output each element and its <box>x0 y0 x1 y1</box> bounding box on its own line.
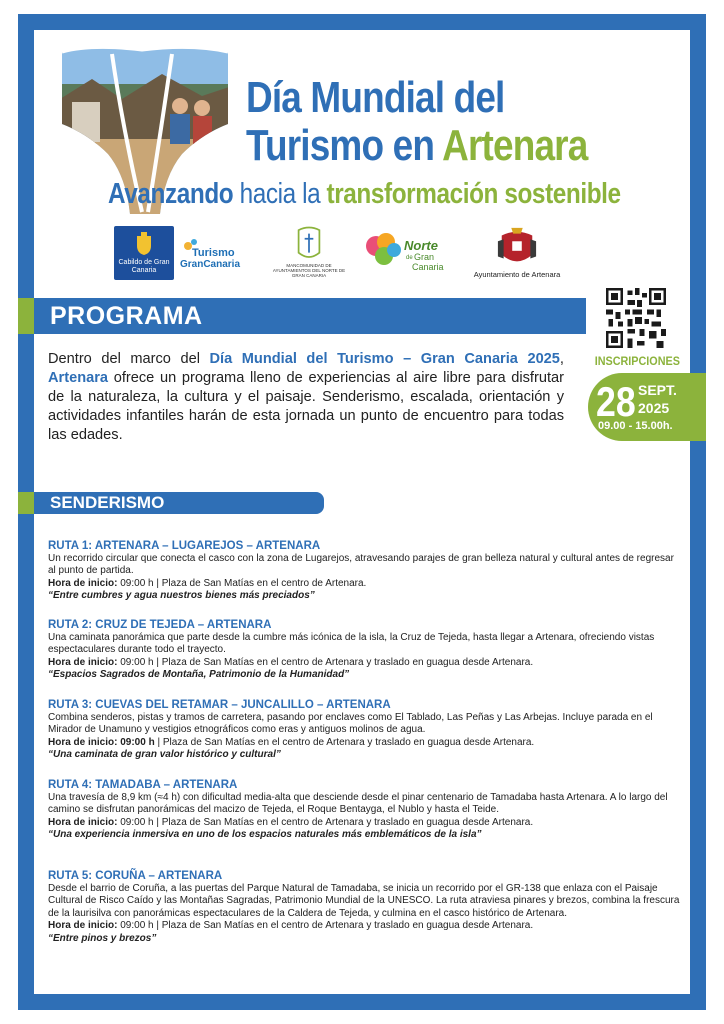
intro-event: Día Mundial del Turismo – Gran Canaria 2025 <box>209 351 560 367</box>
route-quote: “Entre cumbres y agua nuestros bienes más preciados” <box>48 590 315 602</box>
turismo-logo-a: Turismo <box>192 247 235 259</box>
programa-intro <box>48 350 564 445</box>
subtitle-b: hacia la <box>233 178 327 210</box>
route-start <box>48 657 682 669</box>
route-start <box>48 737 682 749</box>
cabildo-logo-text: Cabildo de Gran Canaria <box>118 259 170 274</box>
route-description: Desde el barrio de Coruña, a las puertas del Parque Natural de Tamadaba, se inicia un recorrido por el GR-138 que enlaza con el Paisaje Cultural de Risco Caído y las Montañas Sagradas, Patrimonio Mundial de la UNESCO. La ruta atraviesa pinares y brezos, combina la frescura de la laurisilva con panorámicas espectaculares de la Caldera de Tejeda, y culmina en el casco histórico de Artenara. <box>48 883 680 919</box>
route-start-label: Hora de inicio: <box>48 920 118 932</box>
mancomunidad-logo-text: MANCOMUNIDAD DE AYUNTAMIENTOS DEL NORTE DE GRAN CANARIA <box>272 263 346 278</box>
title-line2-b: Artenara <box>442 121 588 170</box>
norte-logo-c: Gran <box>414 252 435 262</box>
route-quote: “Una caminata de gran valor histórico y cultural” <box>48 749 281 761</box>
route-1 <box>48 539 682 603</box>
route-quote: “Entre pinos y brezos” <box>48 932 157 944</box>
route-title: RUTA 4: TAMADABA – ARTENARA <box>48 779 238 791</box>
inscripciones-label[interactable]: INSCRIPCIONES <box>594 354 680 368</box>
route-title: RUTA 5: CORUÑA – ARTENARA <box>48 870 223 882</box>
mancomunidad-emblem-icon <box>296 226 322 262</box>
route-description: Un recorrido circular que conecta el casco con la zona de Lugarejos, atravesando parajes de gran belleza natural y cultural antes de regresar al punto de partida. <box>48 553 674 577</box>
route-4 <box>48 778 682 842</box>
route-5 <box>48 869 682 945</box>
intro-5: ofrece un programa lleno de experiencias al aire libre para disfrutar de la naturaleza, la cultura y el paisaje. Senderismo, escalada, orientación y actividades infantiles harán de esta jornada un punto de encuentro para todas las edades. <box>48 370 564 443</box>
senderismo-heading: SENDERISMO <box>50 493 165 512</box>
route-title: RUTA 3: CUEVAS DEL RETAMAR – JUNCALILLO – ARTENARA <box>48 699 391 711</box>
ayuntamiento-logo <box>464 226 570 284</box>
date-hours: 09.00 - 15.00h. <box>598 420 673 432</box>
norte-logo-d: Canaria <box>412 262 444 272</box>
date-month: SEPT. <box>638 382 677 398</box>
route-2 <box>48 618 682 682</box>
route-start-label: Hora de inicio: <box>48 816 118 828</box>
programa-heading: PROGRAMA <box>50 302 203 330</box>
intro-1: Dentro del marco del <box>48 351 210 367</box>
route-start <box>48 578 682 590</box>
subtitle-a: Avanzando <box>108 178 234 210</box>
ayuntamiento-logo-text: Ayuntamiento de Artenara <box>473 270 561 279</box>
main-title <box>246 74 587 170</box>
route-start-label: Hora de inicio: <box>48 656 118 668</box>
intro-artenara: Artenara <box>48 370 109 386</box>
crest-icon <box>135 232 153 256</box>
route-description: Una travesía de 8,9 km (≈4 h) con dificultad media-alta que desciende desde el pinar centenario de Tamadaba hasta Artenara. A lo largo del camino se disfrutan panorámicas del macizo de Tejeda, el Roque Bentayga, el Nublo y hasta el Teide. <box>48 792 668 816</box>
route-start-value: 09:00 h | Plaza de San Matías en el centro de Artenara. <box>117 577 367 589</box>
route-start-value: 09:00 h | Plaza de San Matías en el centro de Artenara y traslado en guagua desde Artenara. <box>117 816 534 828</box>
route-description: Una caminata panorámica que parte desde la cumbre más icónica de la isla, la Cruz de Tejeda, hasta llegar a Artenara, ofreciendo vistas espectaculares durante todo el trayecto. <box>48 632 655 656</box>
route-start <box>48 920 682 932</box>
cabildo-logo <box>114 226 174 280</box>
route-start-value: | Plaza de San Matías en el centro de Artenara y traslado en guagua desde Artenara. <box>154 736 535 748</box>
norte-logo-a: Norte <box>404 238 438 253</box>
intro-3: , <box>559 351 564 367</box>
route-description: Combina senderos, pistas y tramos de carretera, pasando por enclaves como El Tablado, Las Peñas y Las Arbejas. Incluye parada en el Mirador de Unamuno y vestigios etnográficos como eras y antiguos molinos de agua. <box>48 712 653 736</box>
route-start-value: 09:00 h | Plaza de San Matías en el centro de Artenara y traslado en guagua desde Artenara. <box>117 656 534 668</box>
mancomunidad-logo <box>272 226 346 284</box>
route-start-label: Hora de inicio: 09:00 h <box>48 736 155 748</box>
route-start-label: Hora de inicio: <box>48 577 118 589</box>
turismo-logo-b: GranCanaria <box>180 259 241 270</box>
coat-of-arms-icon <box>497 226 537 268</box>
route-quote: “Espacios Sagrados de Montaña, Patrimonio de la Humanidad” <box>48 669 350 681</box>
norte-logo-b: de <box>406 255 413 261</box>
title-line1: Día Mundial del <box>246 73 505 122</box>
route-3 <box>48 698 682 762</box>
route-start-value: 09:00 h | Plaza de San Matías en el centro de Artenara y traslado en guagua desde Artenara. <box>117 920 534 932</box>
programa-accent <box>18 298 34 334</box>
qr-code-icon[interactable] <box>606 288 666 348</box>
turismo-gran-canaria-logo <box>178 236 244 272</box>
subtitle <box>108 178 621 211</box>
route-start <box>48 817 682 829</box>
norte-gran-canaria-logo <box>364 230 448 276</box>
date-day: 28 <box>596 378 636 425</box>
route-quote: “Una experiencia inmersiva en uno de los espacios naturales más emblemáticos de la isla” <box>48 829 482 841</box>
date-year: 2025 <box>638 400 670 416</box>
route-title: RUTA 2: CRUZ DE TEJEDA – ARTENARA <box>48 619 272 631</box>
subtitle-c: transformación sostenible <box>326 178 621 210</box>
title-line2-a: Turismo en <box>246 121 443 170</box>
route-title: RUTA 1: ARTENARA – LUGAREJOS – ARTENARA <box>48 540 321 552</box>
senderismo-accent <box>18 492 34 514</box>
